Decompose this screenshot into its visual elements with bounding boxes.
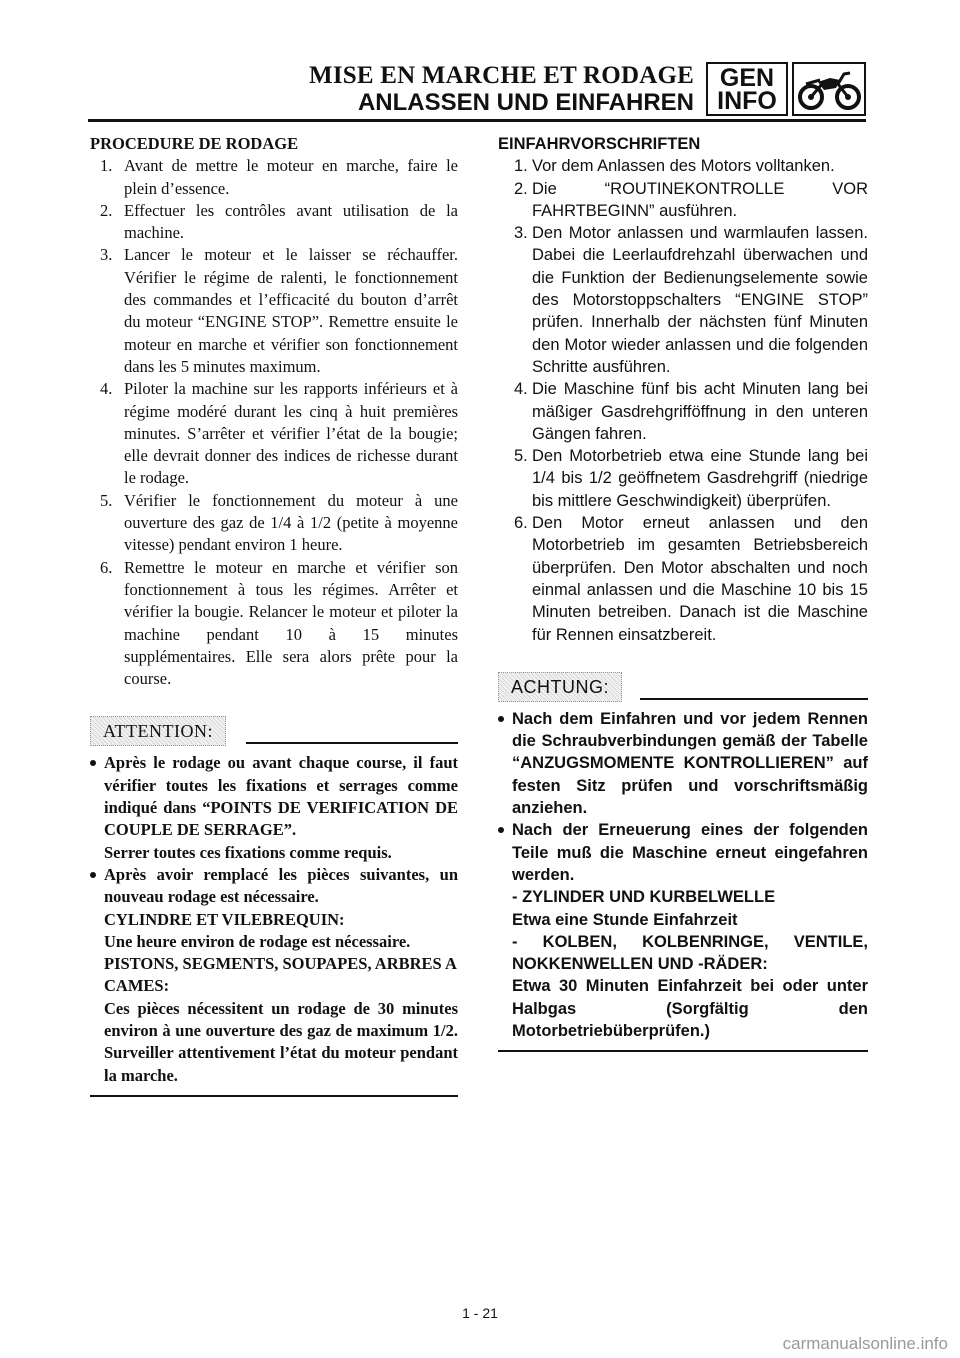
note-subheading: PISTONS, SEGMENTS, SOUPAPES, ARBRES A CAMES:	[104, 954, 456, 996]
note-subheading: CYLINDRE ET VILEBREQUIN:	[104, 909, 345, 929]
badge-line-1: GEN	[719, 64, 775, 92]
step-number: 5.	[514, 447, 528, 466]
french-column	[90, 133, 458, 1097]
step-number: 4.	[514, 380, 528, 399]
note-text: Nach dem Einfahren und vor jedem Rennen die Schraubverbindungen gemäß der Tabelle “ANZUGSMOMENTE KONTROLLIEREN” auf festen Sitz prüfen und vorschriftsmäßig anziehen.	[512, 709, 868, 818]
step-text: Remettre le moteur en marche et vérifier son fonctionnement à tous les régimes. Arrêter et vérifier la bougie. Relancer le moteur et piloter la machine pendant 10 à 15 minutes supplémentaires. Elle sera alors prête pour la course.	[124, 557, 458, 689]
note-subheading: - ZYLINDER UND KURBELWELLE	[512, 888, 776, 907]
footer-watermark: carmanualsonline.info	[782, 1334, 948, 1353]
step-text: Den Motorbetrieb etwa eine Stunde lang bei 1/4 bis 1/2 geöffnetem Gasdrehgriff (niedrige bis mittlere Geschwindigkeit) überprüfen.	[532, 447, 868, 510]
note-text: Après avoir remplacé les pièces suivantes, un nouveau rodage est nécessaire.	[104, 864, 458, 907]
step-text: Piloter la machine sur les rapports inférieurs et à régime modéré durant les cinq à huit premières minutes. S’arrêter et vérifier l’état de la bougie; elle devrait donner des indices de richesse durant le rodage.	[124, 379, 458, 488]
bullet-icon	[90, 872, 96, 878]
section-title-de: EINFAHRVORSCHRIFTEN	[498, 135, 701, 153]
header-title-de: ANLASSEN UND EINFAHREN	[357, 89, 694, 116]
bullet-icon	[498, 827, 504, 833]
caution-label-de: ACHTUNG:	[498, 672, 622, 702]
list-item	[498, 819, 868, 1042]
step-number: 5.	[100, 490, 113, 510]
section-icon-box	[792, 62, 866, 116]
bullet-icon	[90, 760, 96, 766]
note-subtext: Serrer toutes ces fixations comme requis.	[104, 842, 392, 862]
step-text: Vor dem Anlassen des Motors volltanken.	[532, 157, 835, 176]
step-number: 3.	[100, 245, 113, 265]
note-text: Nach der Erneuerung eines der folgenden Teile muß die Maschine erneut eingefahren werden.	[512, 821, 868, 884]
steps-list-de	[498, 155, 868, 646]
step-number: 4.	[100, 379, 113, 399]
list-item	[498, 708, 868, 819]
list-item	[498, 222, 868, 378]
note-text: Après le rodage ou avant chaque course, il faut vérifier toutes les fixations et serrages comme indiqué dans “POINTS DE VERIFICATION DE COUPLE DE SERRAGE”.	[104, 753, 458, 840]
step-number: 1.	[100, 156, 113, 176]
list-item	[90, 490, 458, 557]
note-subheading: - KOLBEN, KOLBENRINGE, VENTILE, NOKKENWELLEN UND -RÄDER:	[512, 932, 868, 974]
badge-line-2: INFO	[717, 87, 777, 115]
gen-info-badge	[706, 62, 788, 116]
list-item	[90, 557, 458, 691]
list-item	[498, 445, 868, 512]
note-subtext: Etwa 30 Minuten Einfahrzeit bei oder unter Halbgas (Sorgfältig den Motorbetriebüberprüfen.)	[512, 977, 868, 1040]
caution-end-rule	[498, 1050, 868, 1052]
list-item	[90, 378, 458, 489]
step-text: Vérifier le fonctionnement du moteur à une ouverture des gaz de 1/4 à 1/2 (petite à moyenne vitesse) pendant environ 1 heure.	[124, 490, 458, 555]
bullet-icon	[498, 716, 504, 722]
step-text: Lancer le moteur et le laisser se réchauffer. Vérifier le régime de ralenti, le fonctionnement des commandes et l’efficacité du bouton d’arrêt du moteur “ENGINE STOP”. Remettre ensuite le moteur en marche et vérifier son fonctionnement dans les 5 minutes maximum.	[124, 245, 458, 376]
caution-header-fr	[90, 716, 458, 744]
step-text: Effectuer les contrôles avant utilisation de la machine.	[124, 200, 458, 243]
list-item	[90, 752, 458, 863]
steps-list-fr	[90, 155, 458, 690]
list-item	[90, 155, 458, 200]
step-number: 2.	[100, 200, 113, 220]
list-item	[498, 178, 868, 223]
step-number: 6.	[514, 514, 528, 533]
step-number: 2.	[514, 179, 528, 198]
step-text: Die “ROUTINEKONTROLLE VOR FAHRTBEGINN” ausführen.	[532, 179, 868, 220]
german-column	[498, 133, 868, 1052]
caution-label-fr: ATTENTION:	[90, 716, 226, 746]
note-subtext: Etwa eine Stunde Einfahrzeit	[512, 910, 738, 929]
step-text: Den Motor anlassen und warmlaufen lassen. Dabei die Leerlaufdrehzahl überwachen und die Funktion der Bedienungselemente sowie des Motorstoppschalters “ENGINE STOP” prüfen. Innerhalb der nächsten fünf Minuten den Motor wieder anlassen und die folgenden Schritte ausführen.	[532, 224, 868, 376]
note-subtext: Ces pièces nécessitent un rodage de 30 minutes environ à une ouverture des gaz de maximum 1/2. Surveiller attentivement l’état du moteur pendant la marche.	[104, 998, 458, 1085]
header-rule	[88, 119, 866, 122]
caution-end-rule	[90, 1095, 458, 1097]
step-text: Die Maschine fünf bis acht Minuten lang bei mäßiger Gasdrehgrifföffnung in den unteren Gängen fahren.	[532, 380, 868, 443]
step-number: 3.	[514, 224, 528, 243]
caution-rule	[246, 742, 458, 744]
list-item	[90, 244, 458, 378]
list-item	[498, 155, 868, 177]
step-text: Avant de mettre le moteur en marche, faire le plein d’essence.	[124, 156, 458, 198]
list-item	[90, 864, 458, 1087]
section-title-fr: PROCEDURE DE RODAGE	[90, 134, 299, 153]
caution-notes-fr	[90, 752, 458, 1086]
header-title-fr: MISE EN MARCHE ET RODAGE	[309, 62, 694, 89]
dirt-bike-icon	[794, 64, 864, 114]
list-item	[498, 378, 868, 445]
note-subtext: Une heure environ de rodage est nécessaire.	[104, 931, 411, 951]
page-number: 1 - 21	[462, 1305, 498, 1321]
list-item	[90, 200, 458, 245]
step-number: 6.	[100, 557, 113, 577]
step-number: 1.	[514, 157, 528, 176]
list-item	[498, 512, 868, 646]
page-header-titles	[309, 62, 694, 116]
caution-rule	[640, 698, 868, 700]
caution-notes-de	[498, 708, 868, 1042]
caution-header-de	[498, 672, 868, 700]
step-text: Den Motor erneut anlassen und den Motorbetrieb im gesamten Betriebsbereich überprüfen. Den Motor abschalten und noch einmal anlassen und die Maschine 10 bis 15 Minuten betreiben. Danach ist die Maschine für Rennen einsatzbereit.	[532, 514, 868, 644]
